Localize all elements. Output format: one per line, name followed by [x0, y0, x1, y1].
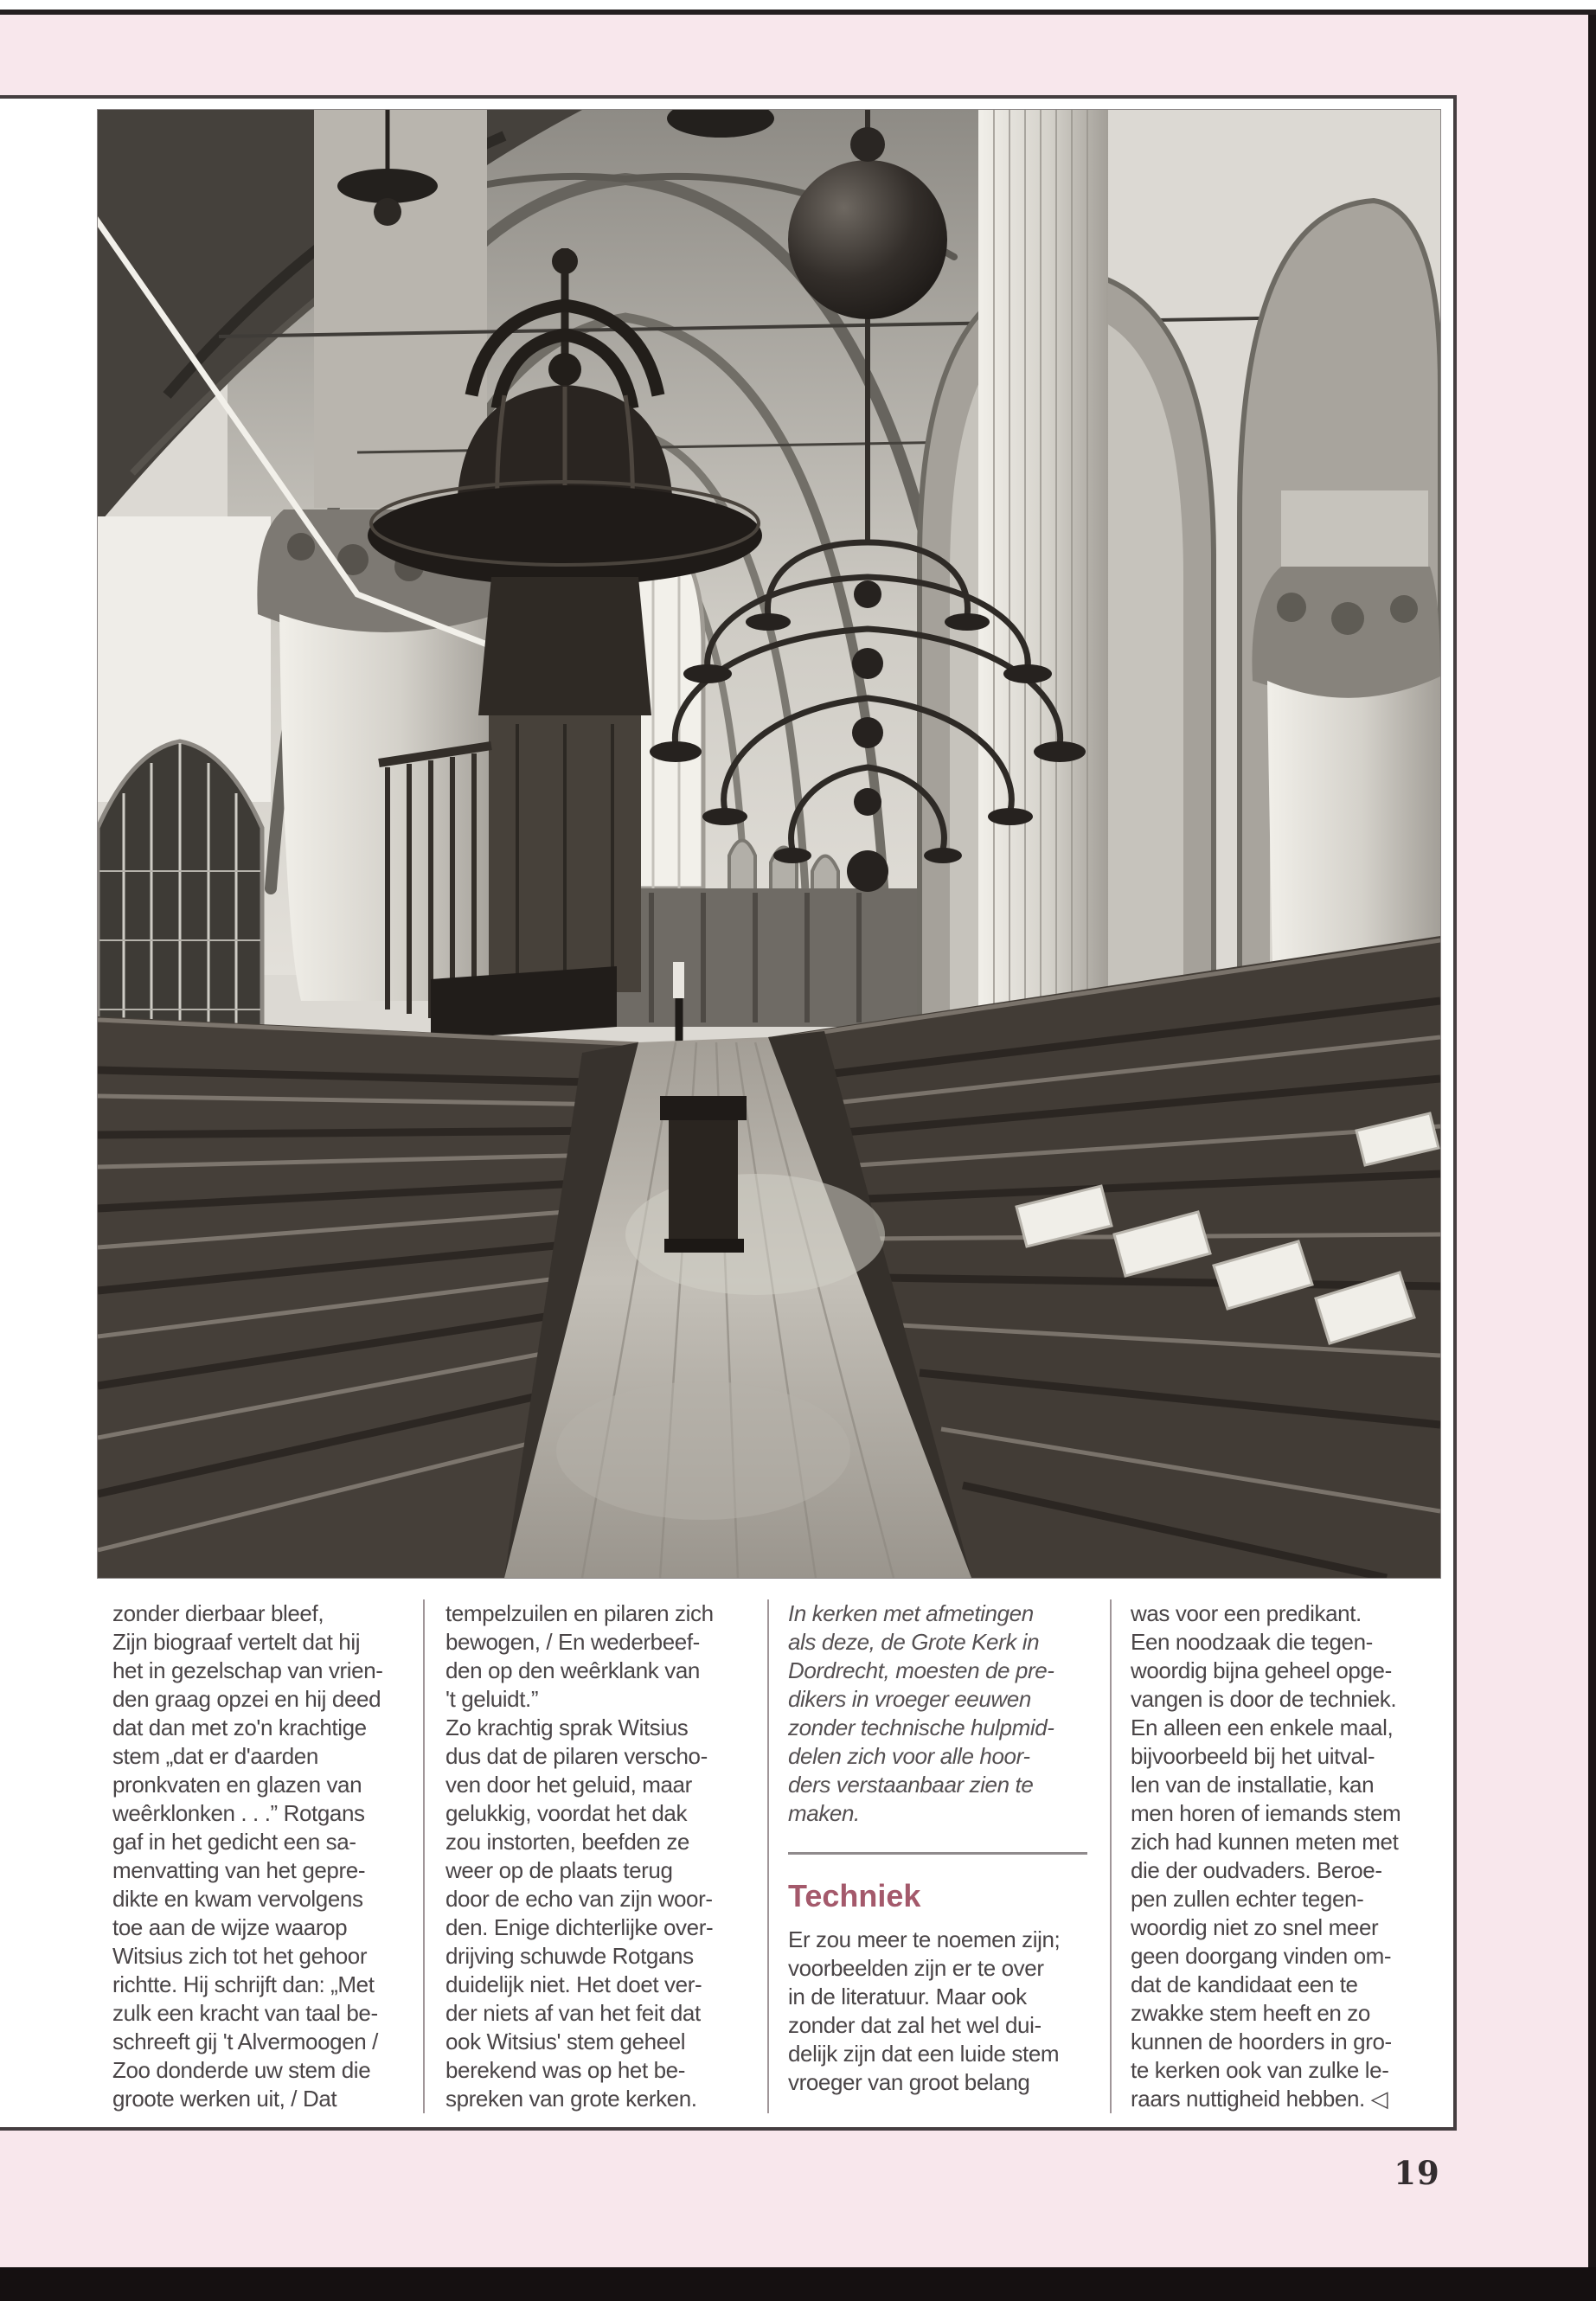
section-divider [788, 1852, 1087, 1855]
text-line: woordig niet zo snel meer [1131, 1914, 1379, 1940]
text-line: Zoo donderde uw stem die [112, 2057, 371, 2083]
article-column-4 [1131, 1599, 1435, 2118]
text-line: delijk zijn dat een luide stem [788, 2041, 1060, 2067]
column-divider [423, 1599, 425, 2113]
text-line: toe aan de wijze waarop [112, 1914, 348, 1940]
intro-paragraph [788, 1599, 1087, 1828]
text-line: schreeft gij 't Alvermoogen / [112, 2029, 378, 2054]
text-line: gelukkig, voordat het dak [445, 1800, 688, 1826]
text-line: 't geluidt.” [445, 1686, 539, 1712]
text-line: dat dan met zo'n krachtige [112, 1715, 367, 1740]
text-line: Zijn biograaf vertelt dat hij [112, 1629, 361, 1655]
techniek-paragraph [788, 1926, 1087, 2097]
text-line: kunnen de hoorders in gro- [1131, 2029, 1392, 2054]
page-edge-right [1588, 15, 1596, 2301]
top-rule [0, 10, 1596, 15]
text-line: door de echo van zijn woor- [445, 1886, 713, 1912]
column-divider [767, 1599, 769, 2113]
article-column-1 [112, 1599, 415, 2118]
text-line: Zo krachtig sprak Witsius [445, 1715, 689, 1740]
church-photo-drawing [98, 110, 1440, 1578]
text-line: Een noodzaak die tegen- [1131, 1629, 1373, 1655]
text-line: weer op de plaats terug [445, 1857, 673, 1883]
text-line: in de literatuur. Maar ook [788, 1984, 1027, 2009]
page-edge-bottom [0, 2267, 1596, 2301]
text-line: vroeger van groot belang [788, 2069, 1030, 2095]
text-line: geen doorgang vinden om- [1131, 1943, 1392, 1969]
text-line: ders verstaanbaar zien te [788, 1772, 1034, 1798]
text-line: ook Witsius' stem geheel [445, 2029, 686, 2054]
text-line: woordig bijna geheel opge- [1131, 1657, 1392, 1683]
text-line: Witsius zich tot het gehoor [112, 1943, 368, 1969]
text-line: ven door het geluid, maar [445, 1772, 692, 1798]
text-line: zou instorten, beefden ze [445, 1829, 689, 1855]
church-interior-photo [98, 110, 1440, 1578]
text-line: In kerken met afmetingen [788, 1600, 1034, 1626]
text-line: pen zullen echter tegen- [1131, 1886, 1364, 1912]
text-line: groote werken uit, / Dat [112, 2086, 337, 2112]
text-line: duidelijk niet. Het doet ver- [445, 1971, 702, 1997]
text-line: drijving schuwde Rotgans [445, 1943, 694, 1969]
text-line: zulk een kracht van taal be- [112, 2000, 378, 2026]
text-line: tempelzuilen en pilaren zich [445, 1600, 714, 1626]
text-line: vangen is door de techniek. [1131, 1686, 1397, 1712]
text-line: weêrklonken . . .” Rotgans [112, 1800, 365, 1826]
text-line: zonder technische hulpmid- [788, 1715, 1054, 1740]
text-line: berekend was op het be- [445, 2057, 685, 2083]
text-line: spreken van grote kerken. [445, 2086, 697, 2112]
text-line: Er zou meer te noemen zijn; [788, 1926, 1061, 1952]
text-line: menvatting van het gepre- [112, 1857, 366, 1883]
text-line: raars nuttigheid hebben. ◁ [1131, 2086, 1388, 2112]
text-line: pronkvaten en glazen van [112, 1772, 362, 1798]
text-line: zonder dat zal het wel dui- [788, 2012, 1042, 2038]
top-margin-strip [0, 0, 1596, 10]
page-number: 19 [1394, 2154, 1440, 2192]
text-line: der niets af van het feit dat [445, 2000, 701, 2026]
text-line: zwakke stem heeft en zo [1131, 2000, 1370, 2026]
text-line: bewogen, / En wederbeef- [445, 1629, 700, 1655]
text-line: bijvoorbeeld bij het uitval- [1131, 1743, 1375, 1769]
text-line: als deze, de Grote Kerk in [788, 1629, 1040, 1655]
text-line: stem „dat er d'aarden [112, 1743, 318, 1769]
text-line: len van de installatie, kan [1131, 1772, 1375, 1798]
article-column-2 [445, 1599, 748, 2118]
text-line: het in gezelschap van vrien- [112, 1657, 383, 1683]
text-line: dikte en kwam vervolgens [112, 1886, 363, 1912]
text-line: En alleen een enkele maal, [1131, 1715, 1394, 1740]
text-line: dus dat de pilaren verscho- [445, 1743, 708, 1769]
text-line: richtte. Hij schrijft dan: „Met [112, 1971, 375, 1997]
text-line: maken. [788, 1800, 860, 1826]
text-line: dat de kandidaat een te [1131, 1971, 1358, 1997]
text-line: gaf in het gedicht een sa- [112, 1829, 356, 1855]
text-line: dikers in vroeger eeuwen [788, 1686, 1031, 1712]
text-line: te kerken ook van zulke le- [1131, 2057, 1389, 2083]
text-line: den. Enige dichterlijke over- [445, 1914, 714, 1940]
text-line: delen zich voor alle hoor- [788, 1743, 1030, 1769]
text-line: men horen of iemands stem [1131, 1800, 1401, 1826]
text-line: was voor een predikant. [1131, 1600, 1362, 1626]
text-line: die der oudvaders. Beroe- [1131, 1857, 1382, 1883]
text-line: den op den weêrklank van [445, 1657, 700, 1683]
aisle-table [660, 1096, 747, 1253]
text-line: Dordrecht, moesten de pre- [788, 1657, 1054, 1683]
text-line: voorbeelden zijn er te over [788, 1955, 1044, 1981]
column-divider [1110, 1599, 1112, 2113]
text-line: den graag opzei en hij deed [112, 1686, 381, 1712]
text-line: zonder dierbaar bleef, [112, 1600, 324, 1626]
article-column-3 [788, 1599, 1087, 2118]
text-line: zich had kunnen meten met [1131, 1829, 1399, 1855]
section-heading-techniek: Techniek [788, 1878, 921, 1913]
